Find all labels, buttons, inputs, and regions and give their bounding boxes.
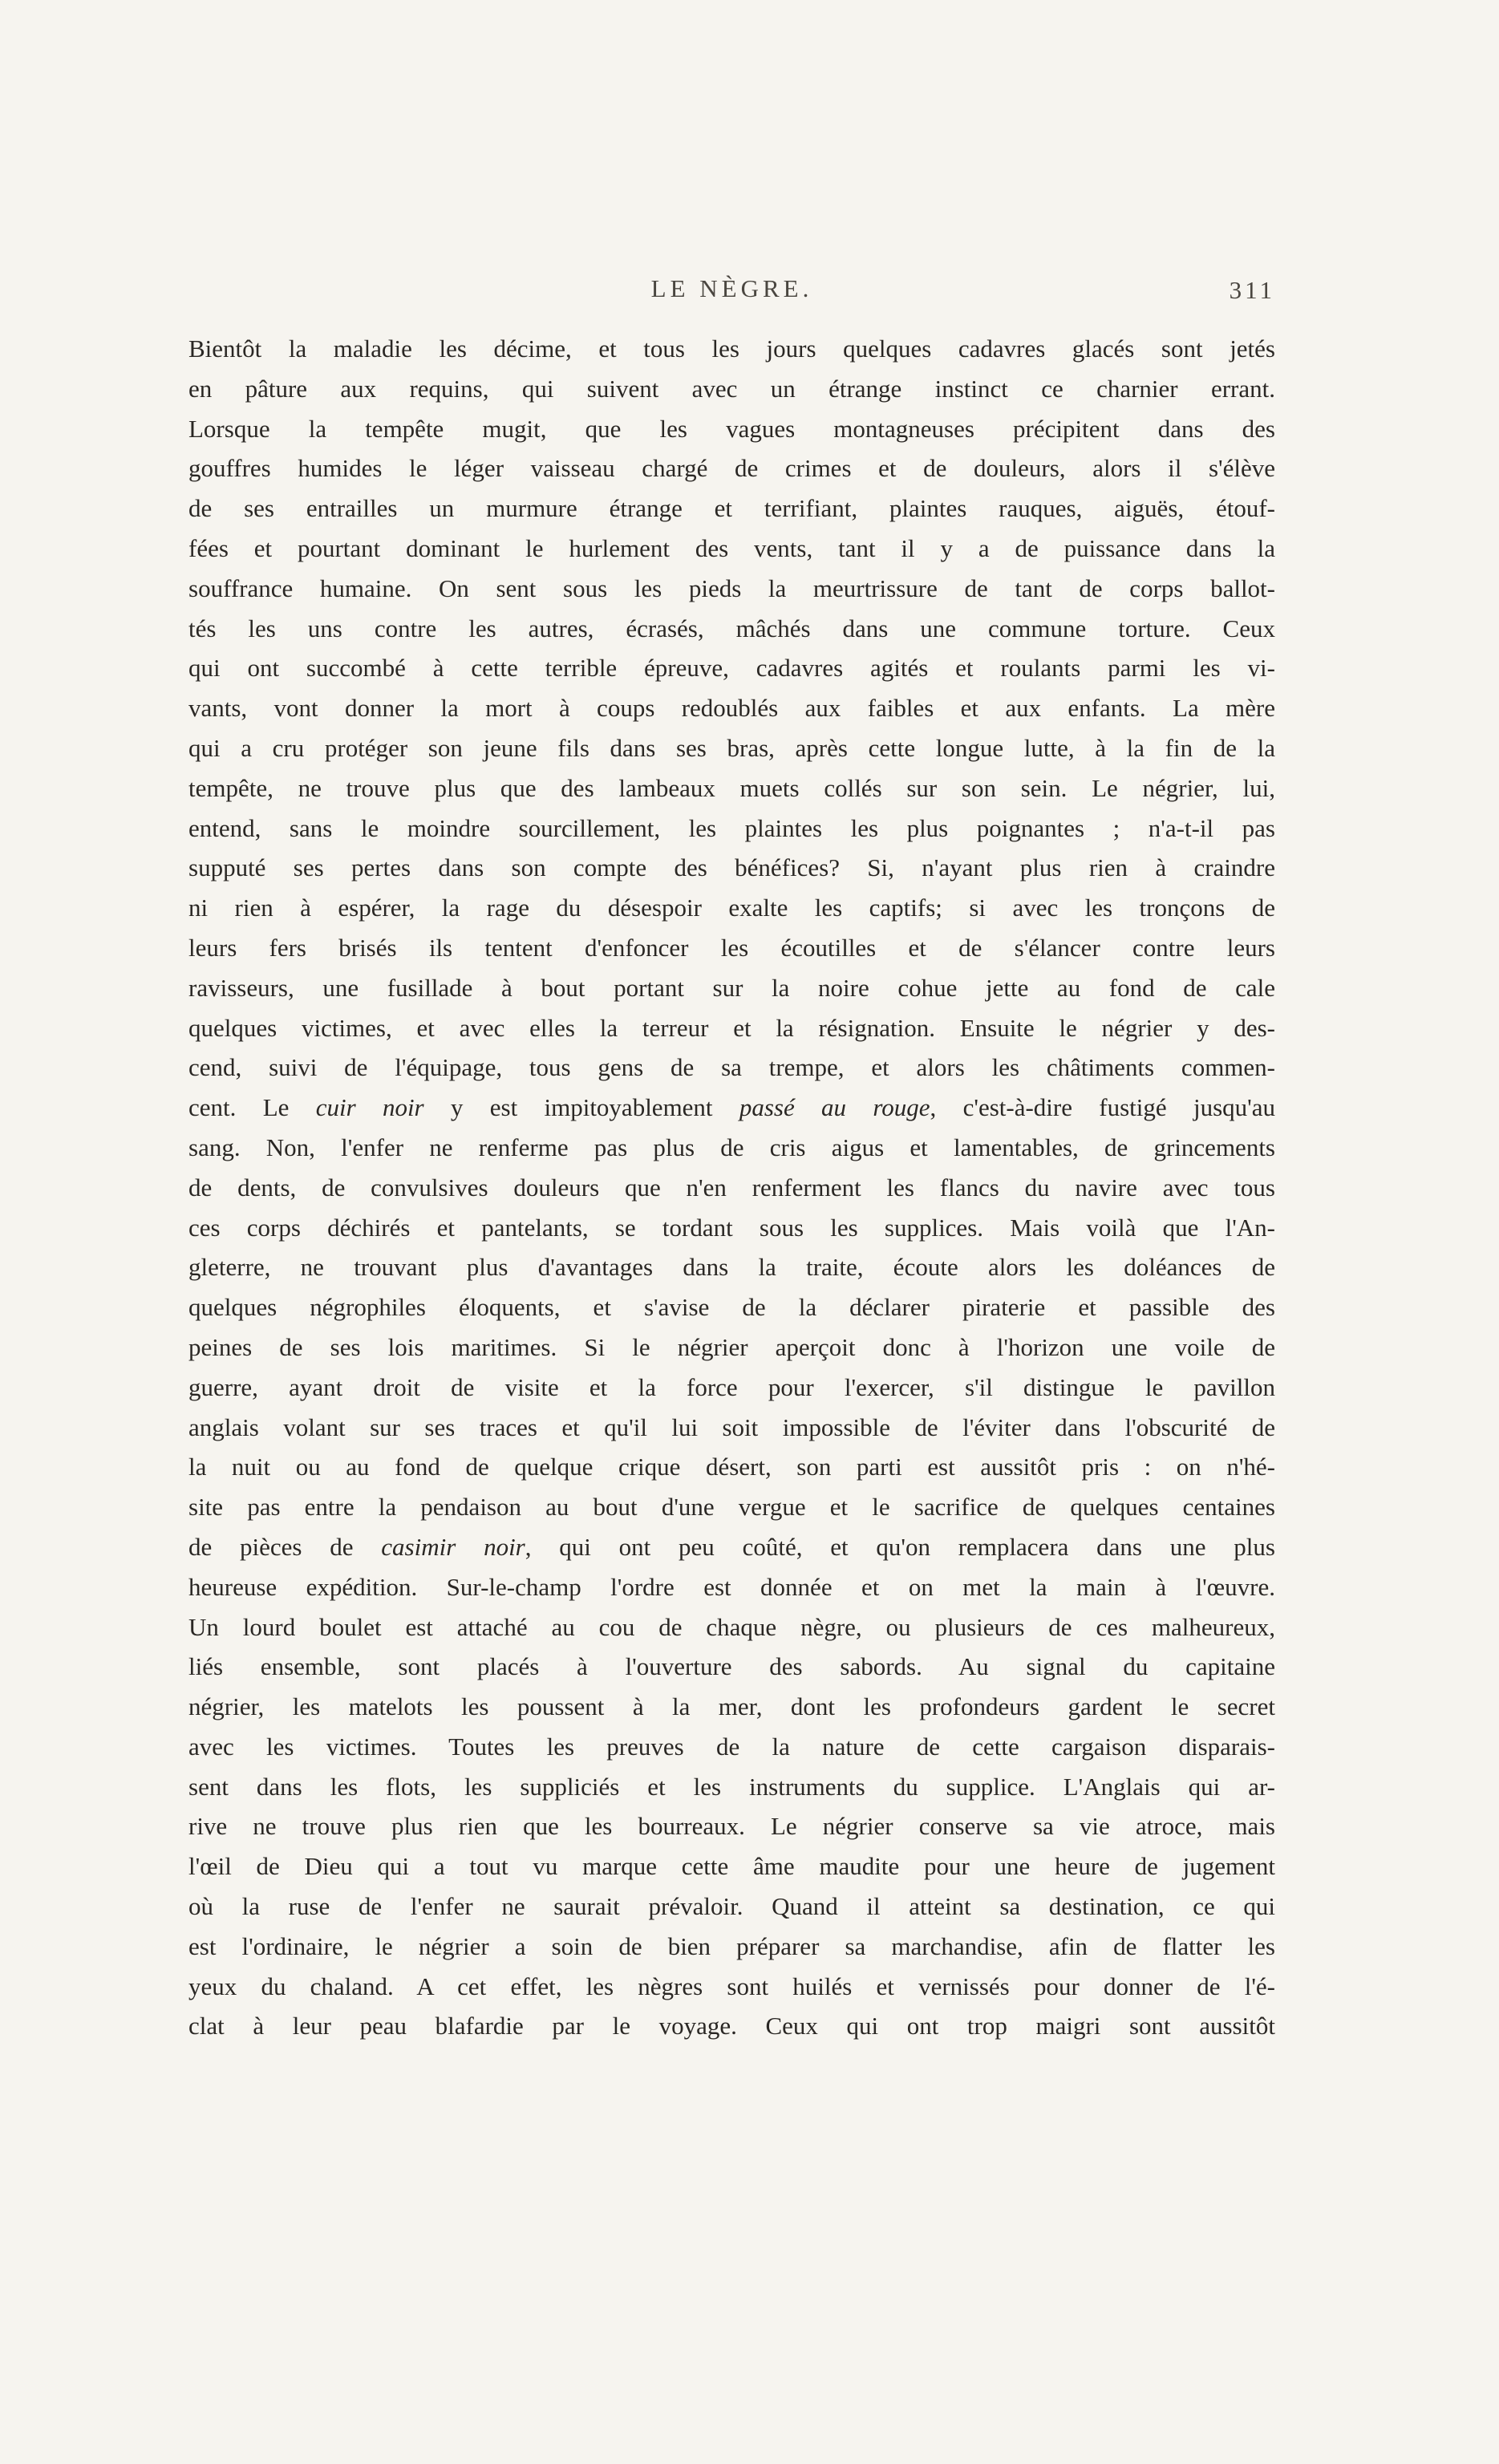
text-line — [188, 1687, 1275, 1727]
italic-phrase: passé au rouge — [739, 1093, 930, 1122]
text-line — [188, 848, 1275, 888]
text-segment: heureuse expédition. Sur-le-champ l'ordre est donnée et on met la main à l'œuvre. — [188, 1572, 1275, 1601]
text-segment: cent. Le — [188, 1093, 316, 1122]
text-segment: négrier, les matelots les poussent à la mer, dont les profondeurs gardent le secret — [188, 1692, 1275, 1721]
text-line — [188, 968, 1275, 1008]
text-line — [188, 1767, 1275, 1807]
text-line — [188, 1287, 1275, 1327]
text-line — [188, 1088, 1275, 1128]
text-line — [188, 1607, 1275, 1647]
text-segment: gouffres humides le léger vaisseau chargé de crimes et de douleurs, alors il s'élève — [188, 454, 1275, 483]
text-line — [188, 928, 1275, 968]
text-segment: tempête, ne trouve plus que des lambeaux muets collés sur son sein. Le négrier, lui, — [188, 773, 1275, 802]
text-segment: cend, suivi de l'équipage, tous gens de sa trempe, et alors les châtiments commen- — [188, 1053, 1275, 1082]
text-segment: peines de ses lois maritimes. Si le négrier aperçoit donc à l'horizon une voile de — [188, 1332, 1275, 1361]
text-segment: où la ruse de l'enfer ne saurait prévaloir. Quand il atteint sa destination, ce qui — [188, 1892, 1275, 1921]
page-number: 311 — [1229, 276, 1275, 304]
text-segment: guerre, ayant droit de visite et la force pour l'exercer, s'il distingue le pavillon — [188, 1372, 1275, 1401]
text-line — [188, 1967, 1275, 2007]
body-paragraph — [188, 329, 1275, 2046]
text-segment: , qui ont peu coûté, et qu'on remplacera dans une plus — [525, 1532, 1275, 1561]
text-line — [188, 648, 1275, 688]
text-line — [188, 609, 1275, 649]
text-line — [188, 1128, 1275, 1168]
text-line — [188, 1727, 1275, 1767]
text-segment: fées et pourtant dominant le hurlement des vents, tant il y a de puissance dans la — [188, 533, 1275, 562]
text-segment: entend, sans le moindre sourcillement, les plaintes les plus poignantes ; n'a-t-il pas — [188, 813, 1275, 842]
text-segment: qui ont succombé à cette terrible épreuve, cadavres agités et roulants parmi les vi- — [188, 654, 1275, 683]
text-segment: leurs fers brisés ils tentent d'enfoncer les écoutilles et de s'élancer contre leurs — [188, 933, 1275, 962]
text-line — [188, 1567, 1275, 1607]
text-segment: est l'ordinaire, le négrier a soin de bien préparer sa marchandise, afin de flatter les — [188, 1931, 1275, 1960]
text-segment: de dents, de convulsives douleurs que n'en renferment les flancs du navire avec tous — [188, 1173, 1275, 1202]
text-segment: rive ne trouve plus rien que les bourreaux. Le négrier conserve sa vie atroce, mais — [188, 1812, 1275, 1841]
text-segment: quelques négrophiles éloquents, et s'avise de la déclarer piraterie et passible des — [188, 1293, 1275, 1322]
text-line — [188, 409, 1275, 449]
text-line — [188, 1408, 1275, 1448]
text-segment: vants, vont donner la mort à coups redoublés aux faibles et aux enfants. La mère — [188, 694, 1275, 723]
text-line — [188, 1487, 1275, 1527]
text-segment: anglais volant sur ses traces et qu'il lui soit impossible de l'éviter dans l'obscurité de — [188, 1412, 1275, 1441]
text-line — [188, 1927, 1275, 1967]
text-segment: Un lourd boulet est attaché au cou de chaque nègre, ou plusieurs de ces malheureux, — [188, 1612, 1275, 1641]
running-title: LE NÈGRE. — [650, 274, 813, 302]
text-line — [188, 808, 1275, 849]
text-line — [188, 329, 1275, 369]
text-line — [188, 1048, 1275, 1088]
italic-phrase: cuir noir — [315, 1093, 424, 1122]
text-line — [188, 1846, 1275, 1886]
text-line — [188, 1327, 1275, 1368]
text-line — [188, 688, 1275, 728]
text-line — [188, 1208, 1275, 1248]
text-segment: sent dans les flots, les suppliciés et les instruments du supplice. L'Anglais qui ar- — [188, 1772, 1275, 1801]
text-segment: qui a cru protéger son jeune fils dans ses bras, après cette longue lutte, à la fin de la — [188, 733, 1275, 762]
text-segment: clat à leur peau blafardie par le voyage. Ceux qui ont trop maigri sont aussitôt — [188, 2012, 1275, 2040]
text-line — [188, 888, 1275, 928]
text-line — [188, 2006, 1275, 2046]
text-segment: tés les uns contre les autres, écrasés, mâchés dans une commune torture. Ceux — [188, 614, 1275, 642]
text-segment: sang. Non, l'enfer ne renferme pas plus de cris aigus et lamentables, de grincements — [188, 1133, 1275, 1161]
text-line — [188, 1806, 1275, 1846]
text-segment: site pas entre la pendaison au bout d'une vergue et le sacrifice de quelques centaines — [188, 1493, 1275, 1522]
text-segment: ni rien à espérer, la rage du désespoir exalte les captifs; si avec les tronçons de — [188, 894, 1275, 922]
text-line — [188, 1368, 1275, 1408]
text-line — [188, 1527, 1275, 1567]
text-segment: supputé ses pertes dans son compte des bénéfices? Si, n'ayant plus rien à craindre — [188, 853, 1275, 882]
text-line — [188, 1886, 1275, 1927]
text-segment: la nuit ou au fond de quelque crique désert, son parti est aussitôt pris : on n'hé- — [188, 1453, 1275, 1481]
text-segment: quelques victimes, et avec elles la terreur et la résignation. Ensuite le négrier y des- — [188, 1013, 1275, 1042]
text-line — [188, 1647, 1275, 1687]
text-line — [188, 529, 1275, 569]
text-line — [188, 569, 1275, 609]
text-line — [188, 488, 1275, 529]
text-line — [188, 728, 1275, 768]
text-segment: yeux du chaland. A cet effet, les nègres sont huilés et vernissés pour donner de l'é- — [188, 1972, 1275, 2000]
text-segment: ravisseurs, une fusillade à bout portant sur la noire cohue jette au fond de cale — [188, 973, 1275, 1002]
text-segment: y est impitoyablement — [423, 1093, 739, 1122]
text-segment: ces corps déchirés et pantelants, se tordant sous les supplices. Mais voilà que l'An- — [188, 1213, 1275, 1242]
text-segment: avec les victimes. Toutes les preuves de la nature de cette cargaison disparais- — [188, 1732, 1275, 1761]
text-segment: Bientôt la maladie les décime, et tous les jours quelques cadavres glacés sont jetés — [188, 334, 1275, 363]
text-segment: de ses entrailles un murmure étrange et terrifiant, plaintes rauques, aiguës, étouf- — [188, 494, 1275, 523]
text-line — [188, 1168, 1275, 1208]
text-line — [188, 369, 1275, 409]
text-line — [188, 448, 1275, 488]
text-line — [188, 1247, 1275, 1287]
text-line — [188, 768, 1275, 808]
text-segment: Lorsque la tempête mugit, que les vagues montagneuses précipitent dans des — [188, 414, 1275, 443]
text-segment: gleterre, ne trouvant plus d'avantages dans la traite, écoute alors les doléances de — [188, 1253, 1275, 1282]
italic-phrase: casimir noir — [381, 1532, 525, 1561]
text-line — [188, 1447, 1275, 1487]
text-segment: de pièces de — [188, 1532, 382, 1561]
text-line — [188, 1008, 1275, 1048]
text-segment: , c'est-à-dire fustigé jusqu'au — [930, 1093, 1275, 1122]
text-segment: l'œil de Dieu qui a tout vu marque cette âme maudite pour une heure de jugement — [188, 1852, 1275, 1881]
text-segment: liés ensemble, sont placés à l'ouverture des sabords. Au signal du capitaine — [188, 1652, 1275, 1681]
text-segment: souffrance humaine. On sent sous les pieds la meurtrissure de tant de corps ballot- — [188, 573, 1275, 602]
text-segment: en pâture aux requins, qui suivent avec un étrange instinct ce charnier errant. — [188, 374, 1275, 403]
running-head — [188, 274, 1275, 306]
